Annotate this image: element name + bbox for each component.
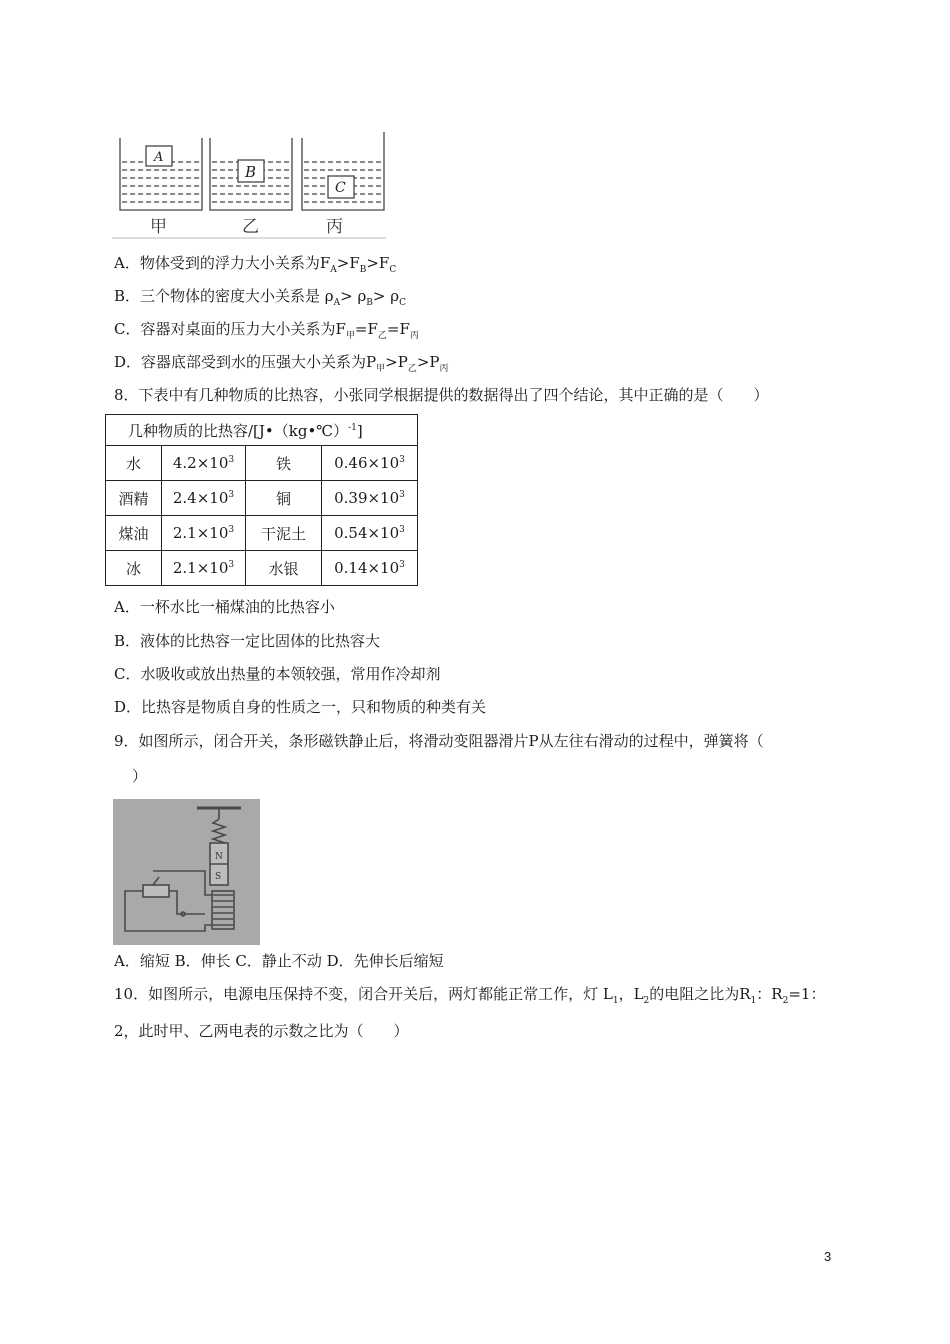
q10-stem-line1: 10．如图所示，电源电压保持不变，闭合开关后，两灯都能正常工作，灯 $L_1$，$L_2$的电阻之比为$R_1$：$R_2=1$：	[114, 985, 826, 1006]
specific-heat-table	[105, 414, 418, 586]
label-bing: 丙	[326, 217, 343, 237]
container-bing	[302, 132, 384, 210]
q8-option-b: B．液体的比热容一定比固体的比热容大	[114, 632, 381, 650]
magnet-n-label: N	[215, 852, 223, 862]
label-jia: 甲	[150, 217, 167, 237]
q7-option-b: B．三个物体的密度大小关系是 $\rho_A> \rho_B> \rho_C$	[114, 287, 406, 308]
q8-option-a: A．一杯水比一桶煤油的比热容小	[114, 598, 335, 616]
table-row: 冰 $2.1\times 10^3$ 水银 $0.14\times 10^3$	[106, 551, 418, 586]
block-b-label: B	[245, 163, 257, 181]
q7-containers-figure	[112, 132, 386, 240]
label-yi: 乙	[242, 217, 259, 237]
table-row: 水 $4.2\times 10^3$ 铁 $0.46\times 10^3$	[106, 446, 418, 481]
q8-option-c: C．水吸收或放出热量的本领较强，常用作冷却剂	[114, 665, 441, 683]
magnet-s-label: S	[215, 872, 222, 882]
q8-stem: 8．下表中有几种物质的比热容，小张同学根据提供的数据得出了四个结论，其中正确的是（ ）	[114, 386, 769, 404]
container-jia	[120, 138, 202, 210]
q10-stem-line2: 2，此时甲、乙两电表的示数之比为（ ）	[114, 1022, 409, 1040]
block-a-label: A	[154, 150, 164, 165]
q9-stem-line1: 9．如图所示，闭合开关，条形磁铁静止后，将滑动变阻器滑片P从左往右滑动的过程中，弹簧将（	[114, 732, 764, 750]
q7-option-c: C．容器对桌面的压力大小关系为$F_甲=F_乙=F_丙$	[114, 320, 419, 341]
q9-options: A．缩短 B．伸长 C．静止不动 D．先伸长后缩短	[114, 952, 444, 970]
table-row: 煤油 $2.1\times 10^3$ 干泥土 $0.54\times 10^3$	[106, 516, 418, 551]
q7-option-a: A．物体受到的浮力大小关系为$F_A>F_B>F_C$	[114, 254, 397, 275]
block-c-label: C	[335, 180, 346, 196]
q7-option-d: D．容器底部受到水的压强大小关系为$P_甲>P_乙>P_丙$	[114, 353, 449, 374]
q9-stem-line2: ）	[132, 767, 148, 785]
q9-electromagnet-figure	[113, 799, 260, 945]
q8-option-d: D．比热容是物质自身的性质之一，只和物质的种类有关	[114, 698, 487, 716]
page-number: 3	[824, 1249, 832, 1264]
table-title: 几种物质的比热容/[J•（kg•℃）$^{-1}$]	[106, 415, 418, 446]
table-row: 酒精 $2.4\times 10^3$ 铜 $0.39\times 10^3$	[106, 481, 418, 516]
